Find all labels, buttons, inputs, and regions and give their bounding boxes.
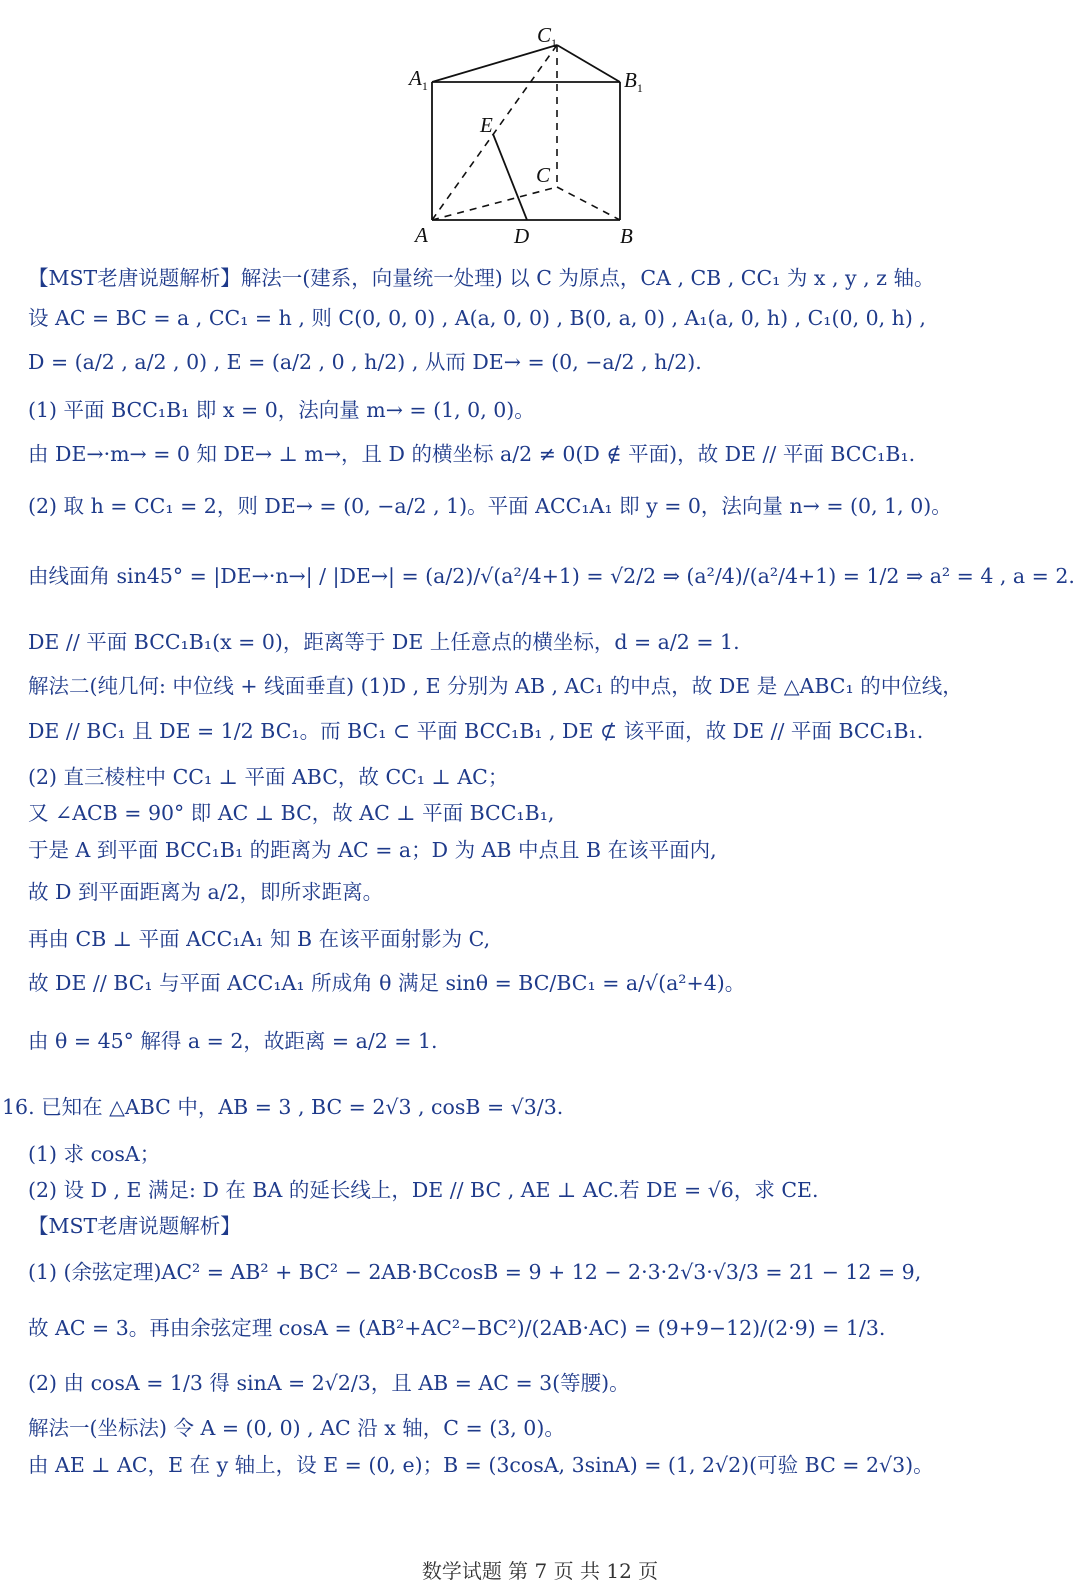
problem-16-statement: 16. 已知在 △ABC 中，AB = 3 , BC = 2√3 , cosB = √3/3. (2, 1095, 564, 1119)
solution-line: (1) 平面 BCC₁B₁ 即 x = 0，法向量 m→ = (1, 0, 0)。 (28, 398, 535, 422)
solution-line: 由 θ = 45° 解得 a = 2，故距离 = a/2 = 1. (28, 1029, 438, 1053)
segment-a-c1 (432, 45, 557, 220)
solution-line: 于是 A 到平面 BCC₁B₁ 的距离为 AC = a；D 为 AB 中点且 B 在该平面内, (28, 838, 717, 862)
label-d: D (514, 224, 530, 248)
solution-line: 故 DE // BC₁ 与平面 ACC₁A₁ 所成角 θ 满足 sinθ = BC/BC₁ = a/√(a²+4)。 (28, 971, 746, 995)
label-a: A (415, 223, 428, 247)
problem-16-part1: (1) 求 cosA； (28, 1142, 161, 1166)
solution-line: 解法二(纯几何: 中位线 + 线面垂直) (1)D , E 分别为 AB , AC₁ 的中点，故 DE 是 △ABC₁ 的中位线， (28, 674, 963, 698)
solution-line: 再由 CB ⊥ 平面 ACC₁A₁ 知 B 在该平面射影为 C, (28, 927, 491, 951)
solution-line: DE // 平面 BCC₁B₁(x = 0)，距离等于 DE 上任意点的横坐标，d = a/2 = 1. (28, 630, 740, 654)
solution-line: (2) 由 cosA = 1/3 得 sinA = 2√2/3，且 AB = AC = 3(等腰)。 (28, 1371, 630, 1395)
solution-line: 由 DE→·m→ = 0 知 DE→ ⊥ m→，且 D 的横坐标 a/2 ≠ 0(D ∉ 平面)，故 DE // 平面 BCC₁B₁. (28, 442, 916, 466)
solution-line: 故 AC = 3。再由余弦定理 cosA = (AB²+AC²−BC²)/(2AB·AC) = (9+9−12)/(2·9) = 1/3. (28, 1316, 886, 1340)
solution-line: (2) 取 h = CC₁ = 2，则 DE→ = (0, −a/2 , 1)。平面 ACC₁A₁ 即 y = 0，法向量 n→ = (0, 1, 0)。 (28, 494, 952, 518)
label-a1: $A_1$ (409, 66, 428, 93)
edge-a-c (432, 187, 557, 220)
solution-line: 又 ∠ACB = 90° 即 AC ⊥ BC，故 AC ⊥ 平面 BCC₁B₁, (28, 801, 555, 825)
label-b: B (620, 224, 633, 248)
label-c: C (536, 163, 551, 187)
edge-a1-c1 (432, 45, 557, 82)
solution-line: (2) 直三棱柱中 CC₁ ⊥ 平面 ABC，故 CC₁ ⊥ AC； (28, 765, 509, 789)
solution-line: 故 D 到平面距离为 a/2，即所求距离。 (28, 880, 384, 904)
edge-c1-b1 (557, 45, 620, 82)
label-c1: $C_1$ (537, 23, 558, 50)
solution-line: 【MST老唐说题解析】解法一(建系，向量统一处理) 以 C 为原点，CA , CB , CC₁ 为 x , y , z 轴。 (28, 266, 935, 290)
analysis-heading: 【MST老唐说题解析】 (28, 1214, 241, 1238)
problem-16-part2: (2) 设 D , E 满足: D 在 BA 的延长线上，DE // BC , AE ⊥ AC.若 DE = √6，求 CE. (28, 1178, 819, 1202)
solution-line: 解法一(坐标法) 令 A = (0, 0) , AC 沿 x 轴，C = (3, 0)。 (28, 1416, 565, 1440)
segment-d-e (493, 134, 527, 220)
solution-line: 设 AC = BC = a , CC₁ = h , 则 C(0, 0, 0) , A(a, 0, 0) , B(0, a, 0) , A₁(a, 0, h) , C₁(0, 0, h) , (28, 306, 926, 330)
solution-line: DE // BC₁ 且 DE = 1/2 BC₁。而 BC₁ ⊂ 平面 BCC₁B₁ , DE ⊄ 该平面，故 DE // 平面 BCC₁B₁. (28, 719, 924, 743)
page-footer: 数学试题 第 7 页 共 12 页 (421, 1559, 659, 1583)
label-e: E (480, 113, 493, 137)
edge-c-b (557, 187, 620, 220)
solution-line: 由 AE ⊥ AC，E 在 y 轴上，设 E = (0, e)；B = (3cosA, 3sinA) = (1, 2√2)(可验 BC = 2√3)。 (28, 1453, 934, 1477)
solution-line: 由线面角 sin45° = |DE→·n→| / |DE→| = (a/2)/√(a²/4+1) = √2/2 ⇒ (a²/4)/(a²/4+1) = 1/2 ⇒ a² = 4 , a = 2. (28, 564, 1075, 588)
solution-line: D = (a/2 , a/2 , 0) , E = (a/2 , 0 , h/2) , 从而 DE→ = (0, −a/2 , h/2). (28, 350, 702, 374)
label-b1: $B_1$ (624, 68, 643, 95)
prism-figure (400, 18, 660, 248)
solution-line: (1) (余弦定理)AC² = AB² + BC² − 2AB·BCcosB = 9 + 12 − 2·3·2√3·√3/3 = 21 − 12 = 9, (28, 1260, 922, 1284)
